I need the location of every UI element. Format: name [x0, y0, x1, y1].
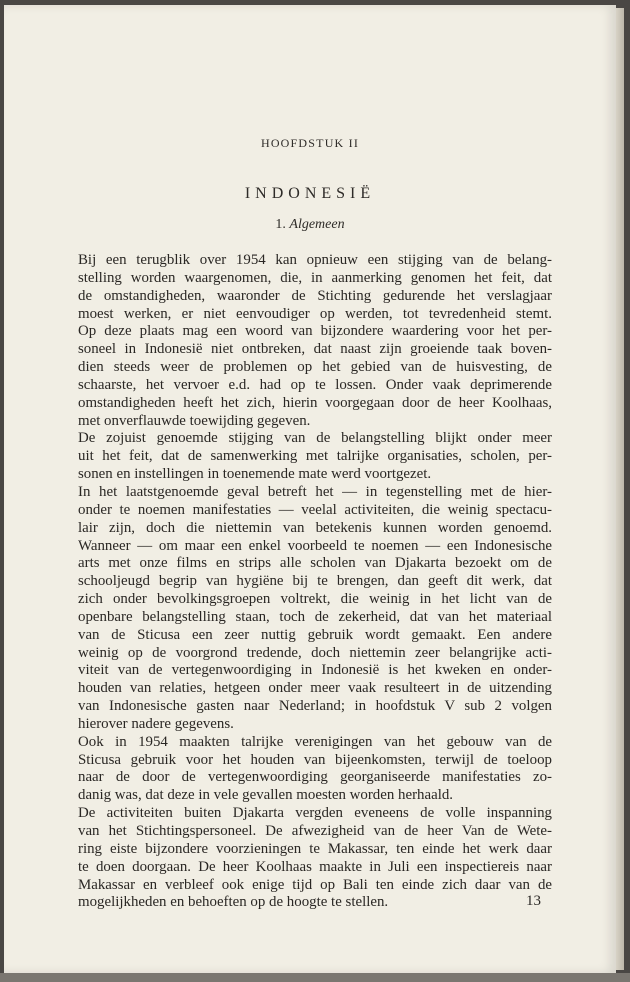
- text-line: viteit van de vertegenwoordiging in Indonesië is het kweken en onder-: [78, 662, 552, 679]
- document-page: [4, 5, 616, 973]
- text-line: houden van relaties, hetgeen onder meer vaak resulteert in de uitzending: [78, 680, 552, 697]
- text-line: te doen doorgaan. De heer Koolhaas maakte in Juli een inspectiereis naar: [78, 858, 552, 875]
- text-line: soneel in Indonesië niet ontbreken, dat naast zijn groeiende taak boven-: [78, 341, 552, 358]
- text-line: onder te noemen manifestaties — veelal activiteiten, die weinig spectacu-: [78, 501, 552, 518]
- text-line: omstandigheden heeft het zich, hierin voorgegaan door de heer Koolhaas,: [78, 394, 552, 411]
- text-line: weinig op de voorgrond tredende, doch niettemin zeer belangrijke acti-: [78, 644, 552, 661]
- section-number: 1.: [275, 217, 286, 232]
- text-line: Sticusa gebruik voor het houden van bijeenkomsten, terwijl de toeloop: [78, 751, 552, 768]
- text-line: Bij een terugblik over 1954 kan opnieuw een stijging van de belang-: [78, 252, 552, 268]
- body-text: [78, 252, 552, 912]
- text-line: hierover nadere gegevens.: [78, 715, 234, 732]
- text-line: ring eiste bijzondere voorzieningen te Makassar, ten einde het werk daar: [78, 840, 552, 857]
- text-line: arts met onze films en strips alle scholen van Djakarta bezoekt om de: [78, 555, 552, 572]
- text-line: de omstandigheden, waaronder de Stichting gedurende het verslagjaar: [78, 287, 552, 304]
- text-line: van Indonesische gasten naar Nederland; in hoofdstuk V sub 2 volgen: [78, 698, 552, 715]
- chapter-label: HOOFDSTUK II: [260, 136, 360, 150]
- text-line: zich onder bevolkingsgroepen voltrekt, die weinig in het licht van de: [78, 591, 552, 608]
- chapter-title: INDONESIË: [244, 185, 376, 202]
- text-line: schaarste, het vervoer e.d. had op te lossen. Onder vaak deprimerende: [78, 376, 552, 393]
- text-line: stelling worden waargenomen, die, in aanmerking genomen het feit, dat: [78, 269, 552, 286]
- text-line: sonen en instellingen in toenemende mate werd voortgezet.: [78, 466, 432, 483]
- text-line: uit het feit, dat de samenwerking met talrijke organisaties, scholen, per-: [78, 448, 552, 465]
- text-line: naar de door de vertegenwoordiging georganiseerde manifestaties zo-: [78, 769, 552, 786]
- text-line: met onverflauwde toewijding gegeven.: [78, 412, 311, 429]
- text-line: danig was, dat deze in vele gevallen moesten worden herhaald.: [78, 787, 454, 804]
- text-line: Wanneer — om maar een enkel voorbeeld te noemen — een Indonesische: [78, 537, 552, 554]
- section-heading: [4, 217, 616, 233]
- text-line: In het laatstgenoemde geval betreft het — in tegenstelling met de hier-: [78, 483, 552, 500]
- text-line: De activiteiten buiten Djakarta vergden eveneens de volle inspanning: [78, 805, 552, 822]
- text-line: Ook in 1954 maakten talrijke verenigingen van het gebouw van de: [78, 733, 552, 750]
- text-line: De zojuist genoemde stijging van de belangstelling blijkt onder meer: [78, 430, 552, 447]
- text-line: lair zijn, doch die niettemin van betekenis kunnen worden genoemd.: [78, 519, 552, 536]
- text-line: van de Sticusa een zeer nuttig gebruik wordt gemaakt. Een andere: [78, 626, 552, 643]
- text-line: dien steeds weer de problemen op het gebied van de huisvesting, de: [78, 359, 552, 376]
- page-number: 13: [526, 893, 541, 909]
- text-line: van het Stichtingspersoneel. De afwezigheid van de heer Van de Wete-: [78, 823, 552, 839]
- text-line: Op deze plaats mag een woord van bijzondere waardering voor het per-: [78, 323, 552, 340]
- text-line: moest werken, er niet eenvoudiger op werden, tot tevredenheid stemt.: [78, 305, 552, 322]
- text-line: mogelijkheden en behoeften op de hoogte te stellen.: [78, 894, 389, 911]
- text-line: Makassar en verbleef ook enige tijd op Bali ten einde zich daar van de: [78, 876, 552, 893]
- page-edge: [616, 8, 624, 970]
- text-line: openbare belangstelling staan, toch de zekerheid, dat van het materiaal: [78, 608, 552, 625]
- scan-bottom-strip: [0, 973, 630, 982]
- section-title: Algemeen: [289, 217, 345, 232]
- text-line: schooljeugd begrip van hygiëne bij te brengen, dan geeft dit werk, dat: [78, 573, 552, 590]
